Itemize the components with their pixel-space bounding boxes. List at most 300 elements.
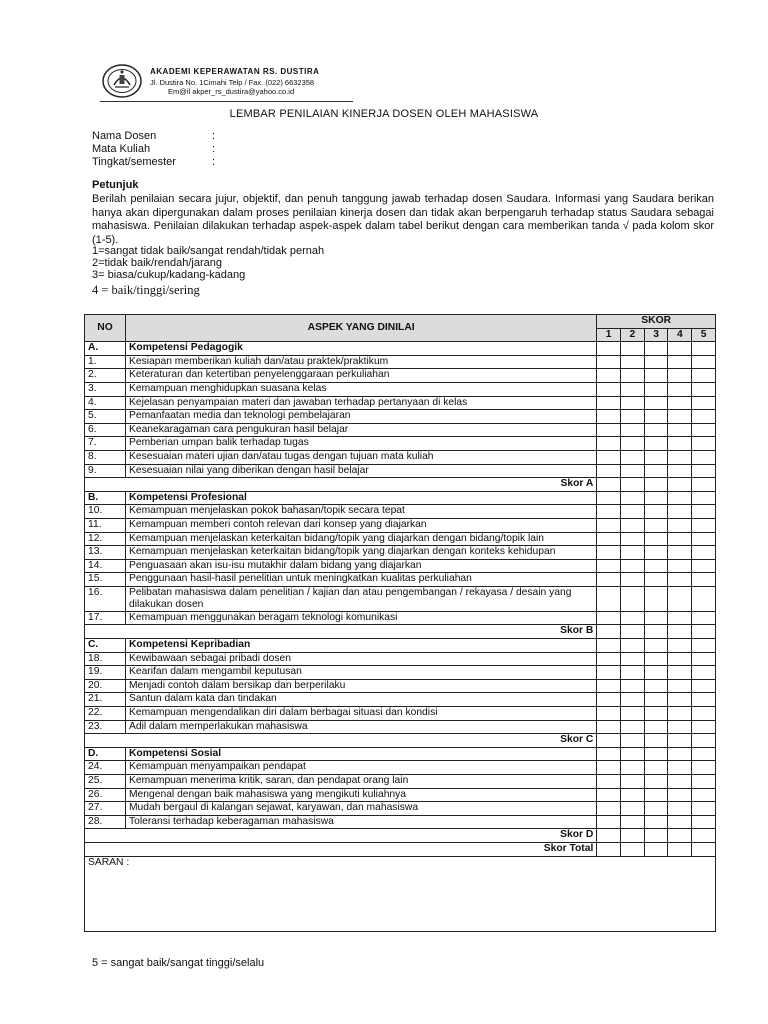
score-cell-3[interactable] <box>644 423 668 437</box>
score-cell-4[interactable] <box>668 720 692 734</box>
score-cell-4[interactable] <box>668 382 692 396</box>
table-row <box>85 369 716 383</box>
score-cell-1[interactable] <box>597 761 621 775</box>
item-text: Kejelasan penyampaian materi dan jawaban terhadap pertanyaan di kelas <box>125 396 596 410</box>
item-text: Mudah bergaul di kalangan sejawat, karyawan, dan mahasiswa <box>125 802 596 816</box>
field-mata-kuliah <box>92 143 216 155</box>
table-row <box>85 450 716 464</box>
score-cell-2[interactable] <box>621 693 645 707</box>
header-aspek: ASPEK YANG DINILAI <box>125 315 596 342</box>
score-cell-2[interactable] <box>621 450 645 464</box>
score-cell-2[interactable] <box>621 611 645 625</box>
score-cell-2[interactable] <box>621 666 645 680</box>
score-cell-5[interactable] <box>692 355 716 369</box>
institution-email: Em@il akper_rs_dustira@yahoo.co.id <box>168 87 295 96</box>
table-row <box>85 410 716 424</box>
score-cell-5[interactable] <box>692 761 716 775</box>
score-cell-5[interactable] <box>692 478 716 492</box>
score-cell-1[interactable] <box>597 802 621 816</box>
score-cell-2[interactable] <box>621 382 645 396</box>
item-text: Kemampuan menyampaikan pendapat <box>125 761 596 775</box>
score-cell-2[interactable] <box>621 355 645 369</box>
table-row <box>85 518 716 532</box>
score-cell-5[interactable] <box>692 342 716 356</box>
item-text: Kemampuan menghidupkan suasana kelas <box>125 382 596 396</box>
item-text: Keanekaragaman cara pengukuran hasil belajar <box>125 423 596 437</box>
score-cell-3[interactable] <box>644 652 668 666</box>
score-cell-2[interactable] <box>621 586 645 611</box>
score-cell-2[interactable] <box>621 491 645 505</box>
score-cell-4[interactable] <box>668 815 692 829</box>
score-cell-1[interactable] <box>597 693 621 707</box>
score-cell-1[interactable] <box>597 652 621 666</box>
item-text: Kesiapan memberikan kuliah dan/atau praktek/praktikum <box>125 355 596 369</box>
score-cell-5[interactable] <box>692 505 716 519</box>
item-number: 9. <box>85 464 126 478</box>
item-number: 15. <box>85 573 126 587</box>
total-row <box>85 842 716 856</box>
document-title: LEMBAR PENILAIAN KINERJA DOSEN OLEH MAHASISWA <box>229 108 539 120</box>
score-cell-4[interactable] <box>668 586 692 611</box>
score-cell-3[interactable] <box>644 382 668 396</box>
score-cell-4[interactable] <box>668 788 692 802</box>
score-cell-2[interactable] <box>621 559 645 573</box>
score-cell-3[interactable] <box>644 396 668 410</box>
score-cell-5[interactable] <box>692 707 716 721</box>
score-cell-1[interactable] <box>597 355 621 369</box>
table-row <box>85 559 716 573</box>
item-number: 20. <box>85 679 126 693</box>
score-cell-1[interactable] <box>597 505 621 519</box>
score-cell-5[interactable] <box>692 437 716 451</box>
score-cell-4[interactable] <box>668 802 692 816</box>
header-no: NO <box>85 315 126 342</box>
section-title: Kompetensi Sosial <box>125 747 596 761</box>
score-cell-3[interactable] <box>644 788 668 802</box>
score-cell-1[interactable] <box>597 586 621 611</box>
item-text: Pemanfaatan media dan teknologi pembelajaran <box>125 410 596 424</box>
score-cell-5[interactable] <box>692 720 716 734</box>
item-text: Penggunaan hasil-hasil penelitian untuk meningkatkan kualitas perkuliahan <box>125 573 596 587</box>
score-cell-5[interactable] <box>692 423 716 437</box>
item-text: Adil dalam memperlakukan mahasiswa <box>125 720 596 734</box>
score-cell-1[interactable] <box>597 437 621 451</box>
score-cell-3[interactable] <box>644 437 668 451</box>
score-cell-2[interactable] <box>621 815 645 829</box>
institution-address: Jl. Dustira No. 1Cimahi Telp / Fax. (022) 6632358 <box>150 78 315 87</box>
item-text: Kemampuan mengendalikan diri dalam berbagai situasi dan kondisi <box>125 707 596 721</box>
score-cell-4[interactable] <box>668 450 692 464</box>
score-cell-1[interactable] <box>597 625 621 639</box>
score-cell-1[interactable] <box>597 842 621 856</box>
score-cell-4[interactable] <box>668 396 692 410</box>
score-cell-5[interactable] <box>692 693 716 707</box>
table-row <box>85 382 716 396</box>
item-number: 18. <box>85 652 126 666</box>
score-cell-3[interactable] <box>644 342 668 356</box>
score-cell-5[interactable] <box>692 518 716 532</box>
score-cell-5[interactable] <box>692 586 716 611</box>
section-letter: D. <box>85 747 126 761</box>
score-cell-4[interactable] <box>668 775 692 789</box>
score-cell-1[interactable] <box>597 478 621 492</box>
score-cell-4[interactable] <box>668 611 692 625</box>
score-cell-5[interactable] <box>692 652 716 666</box>
subtotal-row <box>85 829 716 843</box>
score-cell-3[interactable] <box>644 815 668 829</box>
score-cell-3[interactable] <box>644 707 668 721</box>
score-cell-5[interactable] <box>692 532 716 546</box>
score-cell-3[interactable] <box>644 720 668 734</box>
item-text: Kemampuan menggunakan beragam teknologi komunikasi <box>125 611 596 625</box>
item-number: 27. <box>85 802 126 816</box>
score-cell-4[interactable] <box>668 546 692 560</box>
total-label: Skor Total <box>85 842 597 856</box>
score-cell-4[interactable] <box>668 342 692 356</box>
score-cell-1[interactable] <box>597 734 621 748</box>
score-cell-5[interactable] <box>692 842 716 856</box>
item-text: Kewibawaan sebagai pribadi dosen <box>125 652 596 666</box>
score-cell-3[interactable] <box>644 747 668 761</box>
score-cell-4[interactable] <box>668 410 692 424</box>
item-text: Kemampuan memberi contoh relevan dari konsep yang diajarkan <box>125 518 596 532</box>
score-cell-2[interactable] <box>621 747 645 761</box>
saran-row <box>85 856 716 931</box>
score-cell-5[interactable] <box>692 815 716 829</box>
score-cell-4[interactable] <box>668 829 692 843</box>
score-cell-3[interactable] <box>644 559 668 573</box>
score-cell-3[interactable] <box>644 518 668 532</box>
score-cell-1[interactable] <box>597 775 621 789</box>
score-header-4: 4 <box>668 328 692 342</box>
instructions-text: Berilah penilaian secara jujur, objektif, dan penuh tanggung jawab terhadap dosen Saudara. Informasi yang Saudara berikan hanya akan dipergunakan dalam proses penilaian kinerja dosen dan tidak akan berpengaruh terhadap status Saudara sebagai mahasiswa. Penilaian dilakukan terhadap aspek-aspek dalam tabel berikut dengan cara memberikan tanda √ pada kolom skor (1-5). <box>92 193 714 246</box>
score-cell-1[interactable] <box>597 611 621 625</box>
item-number: 21. <box>85 693 126 707</box>
score-cell-2[interactable] <box>621 761 645 775</box>
table-row <box>85 679 716 693</box>
item-text: Pemberian umpan balik terhadap tugas <box>125 437 596 451</box>
score-cell-5[interactable] <box>692 639 716 653</box>
score-cell-3[interactable] <box>644 639 668 653</box>
table-row <box>85 761 716 775</box>
score-cell-5[interactable] <box>692 464 716 478</box>
score-cell-5[interactable] <box>692 491 716 505</box>
item-text: Mengenal dengan baik mahasiswa yang mengikuti kuliahnya <box>125 788 596 802</box>
score-cell-4[interactable] <box>668 707 692 721</box>
score-cell-1[interactable] <box>597 559 621 573</box>
score-cell-3[interactable] <box>644 679 668 693</box>
score-cell-5[interactable] <box>692 573 716 587</box>
item-number: 10. <box>85 505 126 519</box>
table-row <box>85 802 716 816</box>
score-cell-3[interactable] <box>644 573 668 587</box>
item-number: 11. <box>85 518 126 532</box>
item-number: 16. <box>85 586 126 611</box>
score-cell-5[interactable] <box>692 679 716 693</box>
section-row <box>85 747 716 761</box>
score-cell-2[interactable] <box>621 679 645 693</box>
score-cell-2[interactable] <box>621 652 645 666</box>
score-cell-5[interactable] <box>692 734 716 748</box>
score-cell-4[interactable] <box>668 464 692 478</box>
score-cell-1[interactable] <box>597 450 621 464</box>
score-cell-4[interactable] <box>668 559 692 573</box>
field-nama-dosen <box>92 130 216 142</box>
score-cell-3[interactable] <box>644 693 668 707</box>
score-cell-3[interactable] <box>644 802 668 816</box>
item-text: Kemampuan menjelaskan keterkaitan bidang/topik yang diajarkan dengan konteks kehidupan <box>125 546 596 560</box>
score-cell-5[interactable] <box>692 829 716 843</box>
item-text: Toleransi terhadap keberagaman mahasiswa <box>125 815 596 829</box>
item-text: Santun dalam kata dan tindakan <box>125 693 596 707</box>
item-number: 5. <box>85 410 126 424</box>
score-cell-3[interactable] <box>644 478 668 492</box>
score-cell-2[interactable] <box>621 410 645 424</box>
item-number: 28. <box>85 815 126 829</box>
institution-logo-icon <box>101 63 143 99</box>
score-cell-1[interactable] <box>597 815 621 829</box>
table-row <box>85 464 716 478</box>
subtotal-label: Skor A <box>85 478 597 492</box>
score-cell-5[interactable] <box>692 396 716 410</box>
score-cell-1[interactable] <box>597 546 621 560</box>
subtotal-row <box>85 734 716 748</box>
subtotal-row <box>85 478 716 492</box>
score-cell-2[interactable] <box>621 464 645 478</box>
table-row <box>85 611 716 625</box>
item-number: 3. <box>85 382 126 396</box>
score-cell-2[interactable] <box>621 775 645 789</box>
score-cell-1[interactable] <box>597 518 621 532</box>
item-number: 23. <box>85 720 126 734</box>
score-cell-3[interactable] <box>644 546 668 560</box>
score-cell-3[interactable] <box>644 842 668 856</box>
score-cell-3[interactable] <box>644 532 668 546</box>
score-cell-1[interactable] <box>597 423 621 437</box>
table-row <box>85 437 716 451</box>
item-number: 17. <box>85 611 126 625</box>
subtotal-label: Skor B <box>85 625 597 639</box>
score-cell-1[interactable] <box>597 396 621 410</box>
score-cell-1[interactable] <box>597 369 621 383</box>
table-row <box>85 355 716 369</box>
header-skor: SKOR <box>597 315 716 329</box>
score-cell-5[interactable] <box>692 666 716 680</box>
score-cell-4[interactable] <box>668 666 692 680</box>
score-cell-4[interactable] <box>668 693 692 707</box>
score-cell-2[interactable] <box>621 437 645 451</box>
score-cell-1[interactable] <box>597 410 621 424</box>
score-cell-5[interactable] <box>692 775 716 789</box>
score-cell-4[interactable] <box>668 491 692 505</box>
score-cell-5[interactable] <box>692 747 716 761</box>
score-cell-5[interactable] <box>692 450 716 464</box>
score-cell-4[interactable] <box>668 573 692 587</box>
score-cell-1[interactable] <box>597 532 621 546</box>
score-cell-3[interactable] <box>644 625 668 639</box>
score-cell-4[interactable] <box>668 505 692 519</box>
score-cell-3[interactable] <box>644 410 668 424</box>
score-cell-2[interactable] <box>621 423 645 437</box>
saran-field[interactable]: SARAN : <box>85 856 716 931</box>
score-cell-2[interactable] <box>621 788 645 802</box>
score-header-1: 1 <box>597 328 621 342</box>
score-cell-1[interactable] <box>597 639 621 653</box>
score-cell-4[interactable] <box>668 734 692 748</box>
score-cell-5[interactable] <box>692 788 716 802</box>
item-number: 13. <box>85 546 126 560</box>
score-cell-2[interactable] <box>621 573 645 587</box>
field-colon: : <box>212 130 216 142</box>
score-cell-3[interactable] <box>644 775 668 789</box>
score-cell-2[interactable] <box>621 639 645 653</box>
item-number: 26. <box>85 788 126 802</box>
item-number: 7. <box>85 437 126 451</box>
score-cell-3[interactable] <box>644 505 668 519</box>
table-row <box>85 666 716 680</box>
score-cell-4[interactable] <box>668 369 692 383</box>
score-cell-2[interactable] <box>621 505 645 519</box>
score-cell-1[interactable] <box>597 829 621 843</box>
score-cell-1[interactable] <box>597 342 621 356</box>
score-cell-2[interactable] <box>621 369 645 383</box>
item-number: 19. <box>85 666 126 680</box>
score-header-5: 5 <box>692 328 716 342</box>
score-cell-1[interactable] <box>597 788 621 802</box>
table-row <box>85 652 716 666</box>
score-cell-1[interactable] <box>597 464 621 478</box>
item-text: Keteraturan dan ketertiban penyelenggaraan perkuliahan <box>125 369 596 383</box>
score-cell-5[interactable] <box>692 546 716 560</box>
score-cell-5[interactable] <box>692 410 716 424</box>
subtotal-label: Skor D <box>85 829 597 843</box>
item-number: 24. <box>85 761 126 775</box>
score-header-3: 3 <box>644 328 668 342</box>
table-header-row <box>85 315 716 329</box>
table-row <box>85 573 716 587</box>
score-cell-2[interactable] <box>621 478 645 492</box>
scale-2: 2=tidak baik/rendah/jarang <box>92 257 222 269</box>
score-cell-2[interactable] <box>621 625 645 639</box>
item-number: 2. <box>85 369 126 383</box>
score-cell-1[interactable] <box>597 679 621 693</box>
score-cell-1[interactable] <box>597 707 621 721</box>
score-cell-4[interactable] <box>668 761 692 775</box>
subtotal-row <box>85 625 716 639</box>
score-cell-5[interactable] <box>692 611 716 625</box>
item-text: Kesesuaian materi ujian dan/atau tugas dengan tujuan mata kuliah <box>125 450 596 464</box>
score-cell-3[interactable] <box>644 369 668 383</box>
score-cell-2[interactable] <box>621 720 645 734</box>
instructions-title: Petunjuk <box>92 179 139 191</box>
score-cell-4[interactable] <box>668 437 692 451</box>
score-cell-1[interactable] <box>597 747 621 761</box>
score-cell-4[interactable] <box>668 639 692 653</box>
score-cell-3[interactable] <box>644 464 668 478</box>
score-cell-1[interactable] <box>597 491 621 505</box>
score-cell-4[interactable] <box>668 747 692 761</box>
item-number: 12. <box>85 532 126 546</box>
score-cell-5[interactable] <box>692 802 716 816</box>
score-cell-2[interactable] <box>621 829 645 843</box>
section-title: Kompetensi Profesional <box>125 491 596 505</box>
table-row <box>85 707 716 721</box>
score-cell-3[interactable] <box>644 761 668 775</box>
score-cell-3[interactable] <box>644 450 668 464</box>
score-cell-2[interactable] <box>621 396 645 410</box>
score-cell-5[interactable] <box>692 559 716 573</box>
score-cell-3[interactable] <box>644 586 668 611</box>
score-cell-2[interactable] <box>621 518 645 532</box>
item-text: Penguasaan akan isu-isu mutakhir dalam bidang yang diajarkan <box>125 559 596 573</box>
table-row <box>85 532 716 546</box>
item-number: 6. <box>85 423 126 437</box>
score-cell-4[interactable] <box>668 625 692 639</box>
table-row <box>85 775 716 789</box>
field-colon: : <box>212 156 216 168</box>
score-cell-5[interactable] <box>692 382 716 396</box>
item-text: Kemampuan menerima kritik, saran, dan pendapat orang lain <box>125 775 596 789</box>
score-cell-4[interactable] <box>668 652 692 666</box>
section-letter: B. <box>85 491 126 505</box>
score-cell-2[interactable] <box>621 707 645 721</box>
score-cell-4[interactable] <box>668 423 692 437</box>
field-label: Mata Kuliah <box>92 143 151 155</box>
score-cell-2[interactable] <box>621 532 645 546</box>
score-cell-2[interactable] <box>621 802 645 816</box>
score-cell-2[interactable] <box>621 342 645 356</box>
score-cell-4[interactable] <box>668 518 692 532</box>
score-cell-1[interactable] <box>597 382 621 396</box>
score-cell-1[interactable] <box>597 573 621 587</box>
score-cell-4[interactable] <box>668 842 692 856</box>
table-row <box>85 505 716 519</box>
score-cell-3[interactable] <box>644 491 668 505</box>
table-row <box>85 546 716 560</box>
score-cell-5[interactable] <box>692 369 716 383</box>
score-cell-3[interactable] <box>644 829 668 843</box>
score-cell-2[interactable] <box>621 546 645 560</box>
item-text: Kearifan dalam mengambil keputusan <box>125 666 596 680</box>
table-row <box>85 815 716 829</box>
score-cell-3[interactable] <box>644 734 668 748</box>
score-cell-3[interactable] <box>644 355 668 369</box>
table-row <box>85 586 716 611</box>
score-cell-1[interactable] <box>597 666 621 680</box>
scale-5: 5 = sangat baik/sangat tinggi/selalu <box>92 957 265 969</box>
field-label: Nama Dosen <box>92 130 157 142</box>
section-title: Kompetensi Kepribadian <box>125 639 596 653</box>
section-letter: A. <box>85 342 126 356</box>
score-cell-4[interactable] <box>668 355 692 369</box>
score-cell-1[interactable] <box>597 720 621 734</box>
section-letter: C. <box>85 639 126 653</box>
score-cell-2[interactable] <box>621 734 645 748</box>
score-cell-4[interactable] <box>668 478 692 492</box>
item-number: 8. <box>85 450 126 464</box>
item-number: 4. <box>85 396 126 410</box>
scale-1: 1=sangat tidak baik/sangat rendah/tidak pernah <box>92 245 325 257</box>
score-cell-4[interactable] <box>668 532 692 546</box>
score-cell-2[interactable] <box>621 842 645 856</box>
field-tingkat-semester <box>92 156 216 168</box>
score-cell-4[interactable] <box>668 679 692 693</box>
scale-4: 4 = baik/tinggi/sering <box>92 283 200 297</box>
item-number: 22. <box>85 707 126 721</box>
score-cell-5[interactable] <box>692 625 716 639</box>
score-cell-3[interactable] <box>644 611 668 625</box>
score-cell-3[interactable] <box>644 666 668 680</box>
